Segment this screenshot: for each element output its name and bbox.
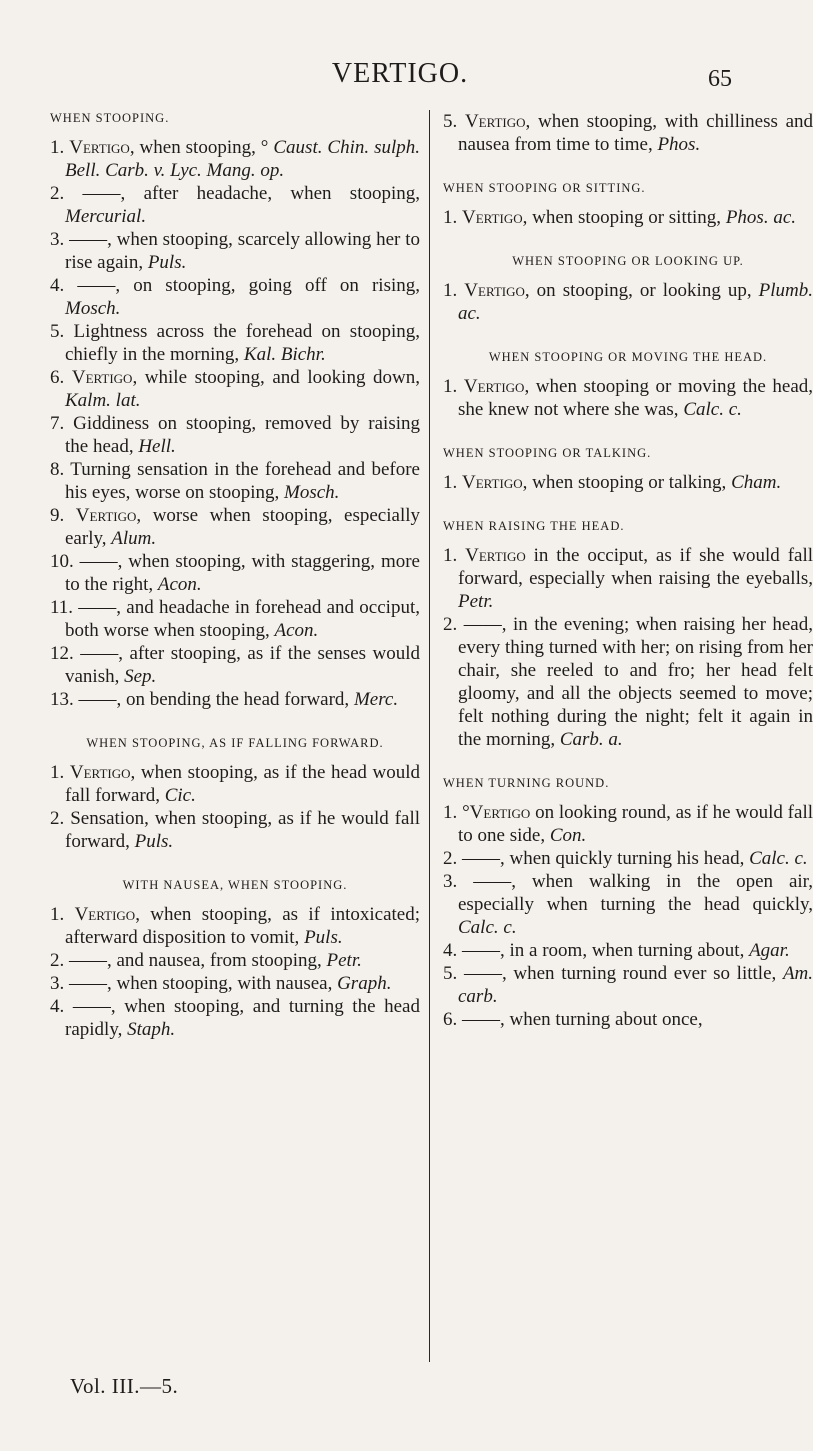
entry-number: 5. [443,111,458,132]
right-column [443,110,813,1055]
entry-text: ——, and nausea, from stooping, [69,950,322,971]
entry-number: 1. [50,137,65,158]
remedy-abbreviations: Kalm. lat. [65,390,141,411]
remedy-abbreviations: Plumb. ac. [458,280,813,324]
remedy-abbreviations: Mercurial. [65,206,147,227]
remedy-abbreviations: Merc. [353,689,399,710]
entry-text: Vertigo, while stooping, and looking down, [71,367,420,388]
entry-number: 1. [50,762,65,783]
entry [443,870,813,939]
entry-number: 5. [50,321,65,342]
entry-text: ——, on stooping, going off on rising, [77,275,421,296]
section [50,877,420,1041]
entry-text: Vertigo, when stooping or moving the head, she knew not where she was, [458,376,813,420]
entry-text: ——, after headache, when stooping, [82,183,421,204]
entry-text: Vertigo, when stooping, with chilliness and nausea from time to time, [458,111,813,155]
remedy-abbreviations: Petr. [458,591,494,612]
remedy-abbreviations: Calc. c. [749,848,808,869]
section-heading: WHEN TURNING ROUND. [443,776,610,790]
entry [50,972,420,995]
entry [443,801,813,847]
entry [50,458,420,504]
section [50,735,420,853]
remedy-abbreviations: Mosch. [284,482,340,503]
section [443,110,813,156]
entry-text: Vertigo, when stooping, as if intoxicated; afterward disposition to vomit, [65,904,421,948]
entry [50,903,420,949]
section [443,349,813,421]
entry-number: 7. [50,413,65,434]
remedy-abbreviations: Cham. [731,472,782,493]
remedy-abbreviations: Agar. [749,940,790,961]
entry [443,110,813,156]
entry [443,471,813,494]
entry [50,596,420,642]
entry-number: 11. [50,597,74,618]
remedy-abbreviations: Acon. [274,620,319,641]
section-heading: WHEN STOOPING, AS IF FALLING FORWARD. [86,736,384,750]
section-heading: WHEN STOOPING OR TALKING. [443,446,652,460]
remedy-abbreviations: Calc. c. [458,917,517,938]
entry-number: 12. [50,643,74,664]
entry-text: ——, after stooping, as if the senses would vanish, [65,643,421,687]
entry-text: Vertigo, when stooping, as if the head would fall forward, [65,762,421,806]
entry-number: 2. [443,614,458,635]
section-heading: WHEN STOOPING. [50,111,170,125]
entry [50,550,420,596]
remedy-abbreviations: Puls. [134,831,174,852]
entry [50,320,420,366]
section [443,518,813,751]
left-column [50,110,420,1065]
section [50,110,420,711]
remedy-abbreviations: Caust. Chin. sulph. Bell. Carb. v. Lyc. Mang. op. [65,137,421,181]
entry-text: ——, when turning about once, [462,1009,703,1030]
entry-number: 6. [443,1009,458,1030]
entry-text: ——, when walking in the open air, especially when turning the head quickly, [458,871,813,915]
entry-text: ——, when stooping, scarcely allowing her to rise again, [65,229,420,273]
section-heading: WHEN STOOPING OR SITTING. [443,181,646,195]
entry-number: 2. [443,848,458,869]
section-heading: WHEN RAISING THE HEAD. [443,519,625,533]
section [443,445,813,494]
entry-number: 2. [50,183,65,204]
section-heading: WHEN STOOPING OR MOVING THE HEAD. [488,350,768,364]
column-divider [429,110,430,1362]
entry-text: ——, in a room, when turning about, [462,940,745,961]
entry-number: 3. [443,871,458,892]
remedy-abbreviations: Acon. [157,574,202,595]
remedy-abbreviations: Puls. [304,927,343,948]
entry [50,688,420,711]
remedy-abbreviations: Sep. [124,666,157,687]
entry-text: Vertigo in the occiput, as if she would fall forward, especially when raising the eyeballs, [458,545,813,589]
entry-text: Vertigo, worse when stooping, especially early, [65,505,421,549]
entry [443,375,813,421]
entry [443,1008,813,1031]
remedy-abbreviations: Am. carb. [458,963,813,1007]
entry [443,279,813,325]
remedy-abbreviations: Graph. [337,973,392,994]
entry-text: Lightness across the forehead on stooping, chiefly in the morning, [65,321,421,365]
signature-mark: Vol. III.—5. [70,1374,179,1398]
entry [443,544,813,613]
remedy-abbreviations: Phos. [657,134,701,155]
entry [443,962,813,1008]
entry-number: 1. [443,545,458,566]
entry-number: 1. [443,207,458,228]
entry-number: 10. [50,551,74,572]
entry [443,847,813,870]
entry-number: 13. [50,689,74,710]
entry-text: Turning sensation in the forehead and before his eyes, worse on stooping, [65,459,420,503]
entry-number: 1. [443,280,458,301]
remedy-abbreviations: Phos. ac. [725,207,796,228]
remedy-abbreviations: Petr. [326,950,362,971]
entry [443,939,813,962]
entry-number: 1. [443,802,458,823]
entry-text: ——, and headache in forehead and occiput, both worse when stooping, [65,597,420,641]
entry [50,995,420,1041]
page-number: 65 [708,66,732,92]
section [443,180,813,229]
remedy-abbreviations: Con. [549,825,587,846]
entry [50,412,420,458]
remedy-abbreviations: Staph. [127,1019,176,1040]
entry-text: ——, when stooping, with staggering, more to the right, [65,551,420,595]
entry-number: 4. [50,996,65,1017]
remedy-abbreviations: Calc. c. [683,399,742,420]
entry [50,642,420,688]
remedy-abbreviations: Puls. [147,252,187,273]
remedy-abbreviations: Hell. [138,436,176,457]
entry-text: ——, when quickly turning his head, [462,848,745,869]
entry-text: ——, when stooping, and turning the head rapidly, [65,996,420,1040]
entry-number: 2. [50,950,65,971]
entry-number: 1. [443,376,458,397]
entry-number: 1. [443,472,458,493]
section [443,775,813,1031]
entry-text: Vertigo, on stooping, or looking up, [464,280,752,301]
section-heading: WHEN STOOPING OR LOOKING UP. [512,254,744,268]
entry-number: 6. [50,367,65,388]
entry-text: Sensation, when stooping, as if he would fall forward, [65,808,420,852]
remedy-abbreviations: Mosch. [65,298,121,319]
remedy-abbreviations: Cic. [164,785,196,806]
entry-text: °Vertigo on looking round, as if he would fall to one side, [458,802,813,846]
entry-text: ——, on bending the head forward, [78,689,350,710]
entry-text: Vertigo, when stooping, ° [69,137,269,158]
entry-number: 9. [50,505,65,526]
entry-number: 4. [443,940,458,961]
entry-number: 8. [50,459,65,480]
entry-number: 3. [50,973,65,994]
entry [50,228,420,274]
entry [443,613,813,751]
entry-text: Vertigo, when stooping or sitting, [462,207,722,228]
entry [50,761,420,807]
section [443,253,813,325]
entry [50,366,420,412]
remedy-abbreviations: Kal. Bichr. [243,344,326,365]
entry-number: 5. [443,963,458,984]
entry-text: ——, in the evening; when raising her head, every thing turned with her; on rising from her chair, she reeled to and fro; her head felt gloomy, and all the objects seemed to move; felt nothing during the night; felt it again in the morning, [458,614,813,750]
section-heading: WITH NAUSEA, WHEN STOOPING. [122,878,348,892]
entry-number: 4. [50,275,65,296]
remedy-abbreviations: Carb. a. [559,729,623,750]
entry-text: ——, when turning round ever so little, [463,963,777,984]
entry-text: Giddiness on stooping, removed by raising the head, [65,413,421,457]
entry [50,136,420,182]
entry [50,274,420,320]
entry-text: ——, when stooping, with nausea, [69,973,333,994]
entry [50,504,420,550]
entry [50,949,420,972]
entry [50,807,420,853]
entry-number: 3. [50,229,65,250]
running-title: VERTIGO. [331,58,469,89]
entry [50,182,420,228]
entry-number: 2. [50,808,65,829]
entry-text: Vertigo, when stooping or talking, [462,472,727,493]
remedy-abbreviations: Alum. [111,528,157,549]
entry-number: 1. [50,904,65,925]
page-header [0,58,800,98]
entry [443,206,813,229]
